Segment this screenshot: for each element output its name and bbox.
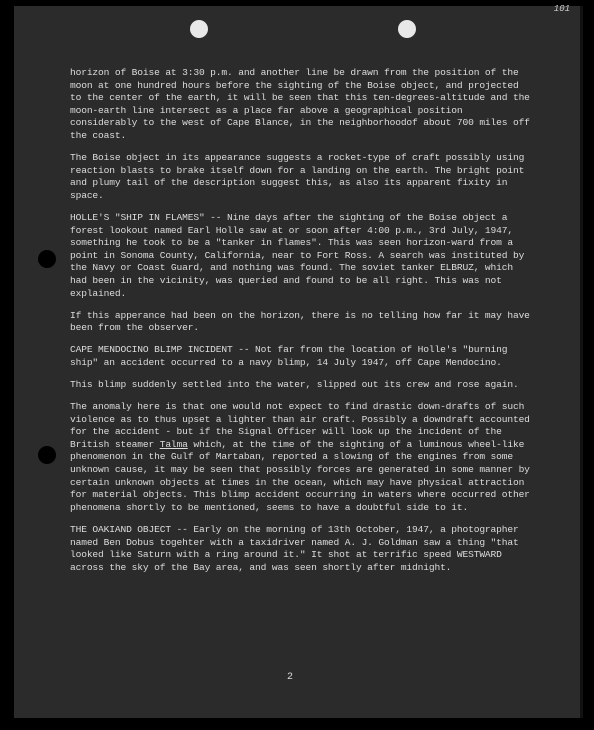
punch-hole-top-left bbox=[190, 20, 208, 38]
paragraph-oakland-object: THE OAKIAND OBJECT -- Early on the morning of 13th October, 1947, a photographer named Ben Dobus togehter with a taxidriver named A. J. Goldman saw a thing "that looked like Saturn with a ring around it." It shot at terrific speed WESTWARD across the sky of the Bay area, and was seen shortly after midnight. bbox=[70, 523, 519, 573]
paragraph-boise-appearance: The Boise object in its appearance suggests a rocket-type of craft possibly using reaction blasts to brake itself down for a landing on the earth. The bright point and plumy tail of the description suggest this, as also its apparent fixity in space. bbox=[70, 152, 525, 201]
paragraph-holle-ship: HOLLE'S "SHIP IN FLAMES" -- Nine days after the sighting of the Boise object a forest lookout named Earl Holle saw at or soon after 4:00 p.m., 3rd July, 1947, something he took to be a "tanker in flames". This was seen horizon-ward from a point in Sonoma County, California, near to Fort Ross. A search was instituted by the Navy or Coast Guard, and nothing was found. The soviet tanker ELBRUZ, which had been in the vicinity, was queried and found to be all right. This was not explained. bbox=[70, 211, 525, 299]
page-number: 2 bbox=[287, 672, 294, 683]
corner-mark: 101 bbox=[553, 4, 570, 14]
paragraph-horizon-distance: If this apperance had been on the horizon, there is no telling how far it may have been from the observer. bbox=[70, 309, 530, 334]
punch-hole-left-middle bbox=[38, 250, 56, 268]
paragraph-anomaly: The anomaly here is that one would not expect to find drastic down-drafts of such violence as to thus upset a lighter than air craft. Possibly a downdraft accounted for the accident - but if the Signal Officer will look up the incident of the British steamer Talma which, at the time of the sighting of a luminous wheel-like phenomenon in the Gulf of Martaban, reported a slowing of the engines from some unknown cause, it may be seen that possibly forces are generated in some manner by certain unknown objects at times in the ocean, which may have physical attraction for material objects. This blimp accident occurring in waters where occurred other phenomena shortly to be mentioned, seems to have a doubtful side to it. bbox=[70, 401, 530, 513]
paragraph-boise-horizon: horizon of Boise at 3:30 p.m. and another line be drawn from the position of the moon at one hundred hours before the sighting of the Boise object, and projected to the center of the earth, it will be seen that this ten-degrees-altitude and the moon-earth line intersect as a place far above a geographical position considerably to the west of Cape Blance, in the neighborhoodof about 700 miles off the coast. bbox=[70, 67, 530, 141]
paragraph-blimp-settled: This blimp suddenly settled into the water, slipped out its crew and rose again. bbox=[70, 378, 519, 390]
document-body bbox=[70, 67, 530, 584]
punch-hole-left-lower bbox=[38, 446, 56, 464]
punch-hole-top-right bbox=[398, 20, 416, 38]
ship-name-talma: Talma bbox=[159, 438, 188, 450]
paragraph-blimp-incident: CAPE MENDOCINO BLIMP INCIDENT -- Not far from the location of Holle's "burning ship" an accident occurred to a navy blimp, 14 July 1947, off Cape Mendocino. bbox=[70, 344, 508, 368]
